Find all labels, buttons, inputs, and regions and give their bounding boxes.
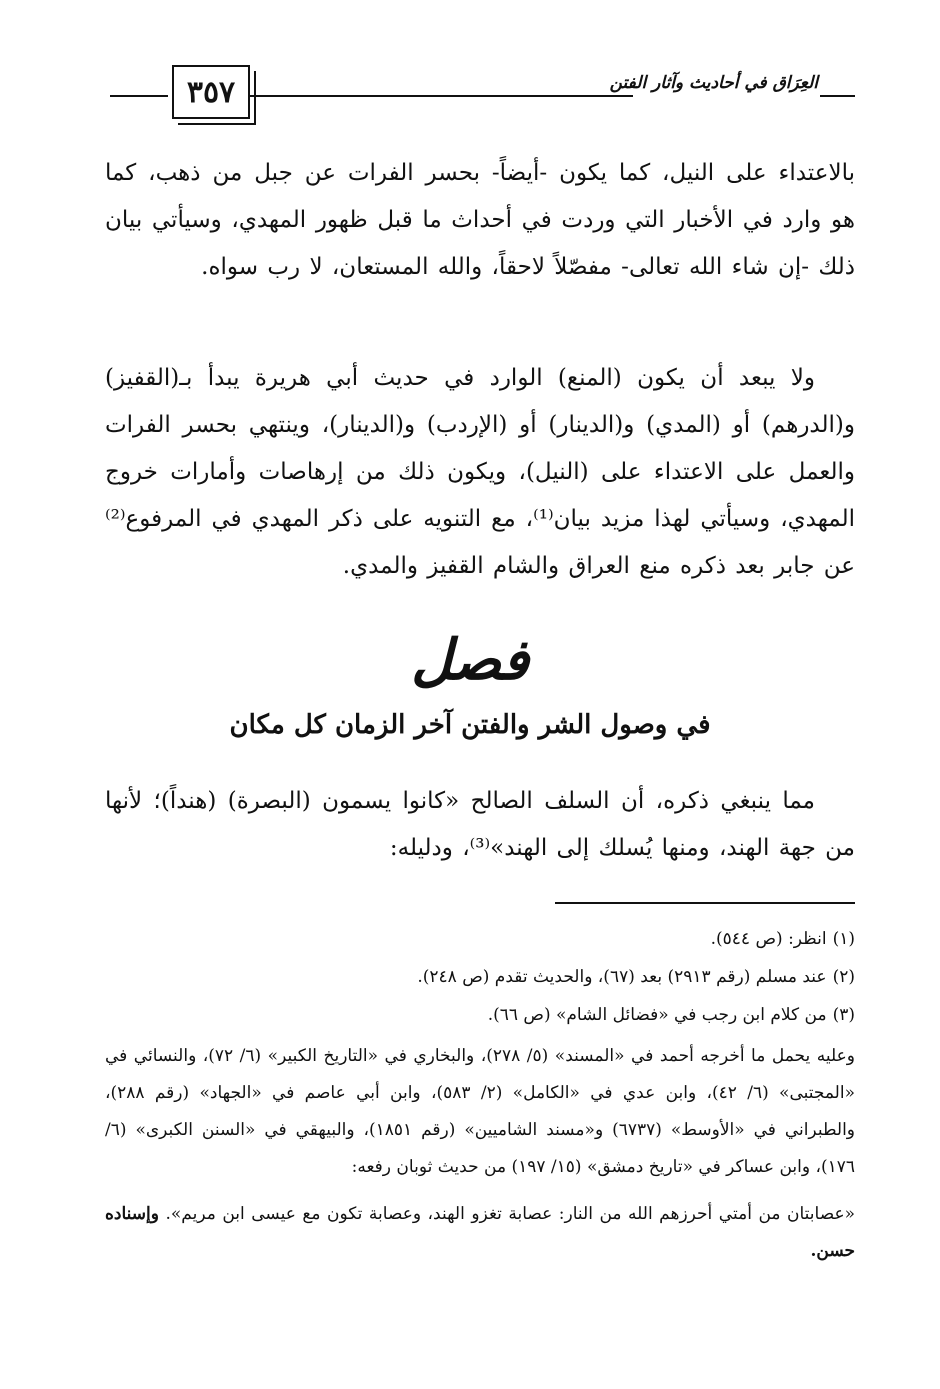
page-number: ٣٥٧ [172,65,250,119]
footnotes [105,920,855,1270]
running-book-title: العِرَاق في أحاديث وآثار الفتن [609,73,818,93]
footnote-number: (٢) [832,967,855,987]
footnote-1 [105,920,855,958]
hadith-text: «عصابتان من أمتي أحرزهم الله من النار: عصابة تغزو الهند، وعصابة تكون مع عيسى ابن مريم». [165,1204,855,1224]
header-rule-left [110,95,168,97]
paragraph-1: بالاعتداء على النيل، كما يكون -أيضاً- بحسر الفرات عن جبل من ذهب، كما هو وارد في الأخبار التي وردت في أحداث ما قبل ظهور المهدي، وسيأتي بيان ذلك -إن شاء الله تعالى- مفصّلاً لاحقاً، والله المستعان، لا رب سواه. [105,160,855,280]
footnote-3-continuation: وعليه يحمل ما أخرجه أحمد في «المسند» (٥/ ٢٧٨)، والبخاري في «التاريخ الكبير» (٦/ ٧٢)، والنسائي في «المجتبى» (٦/ ٤٢)، وابن عدي في «الكامل» (٢/ ٥٨٣)، وابن أبي عاصم في «الجهاد» (رقم ٢٨٨)، والطبراني في «الأوسط» (٦٧٣٧) و«مسند الشاميين» (رقم ١٨٥١)، والبيهقي في «السنن الكبرى» (٦/ ١٧٦)، وابن عساكر في «تاريخ دمشق» (١٥/ ١٩٧) من حديث ثوبان رفعه: [105,1046,856,1177]
section-heading: فصل [411,627,529,693]
section-title: في وصول الشر والفتن آخر الزمان كل مكان [229,710,711,740]
header-rule-middle [248,95,633,97]
page-header [110,55,855,125]
paragraph-3: مما ينبغي ذكره، أن السلف الصالح «كانوا يسمون (البصرة) (هنداً)؛ لأنها من جهة الهند، ومنها يُسلك إلى الهند»⁽³⁾، ودليله: [105,788,855,861]
paragraph-2: ولا يبعد أن يكون (المنع) الوارد في حديث أبي هريرة يبدأ بـ(القفيز) و(الدرهم) أو (المدي) و(الدينار) أو (الإردب) و(الدينار)، وينتهي بحسر الفرات والعمل على الاعتداء على (النيل)، ويكون ذلك من إرهاصات وأمارات خروج المهدي، وسيأتي لهذا مزيد بيان⁽¹⁾، مع التنويه على ذكر المهدي في المرفوع⁽²⁾ عن جابر بعد ذكره منع العراق والشام القفيز والمدي. [105,365,855,579]
footnote-text: انظر: (ص ٥٤٤). [710,929,827,949]
footnote-3 [105,996,855,1034]
footnote-text: من كلام ابن رجب في «فضائل الشام» (ص ٦٦). [487,1005,827,1025]
footnote-number: (١) [832,929,855,949]
header-rule-right [820,95,855,97]
footnote-text: عند مسلم (رقم ٢٩١٣) بعد (٦٧)، والحديث تقدم (ص ٢٤٨). [417,967,827,987]
footnote-2 [105,958,855,996]
footnote-separator [555,902,855,904]
footnote-number: (٣) [832,1005,855,1025]
hadith-grading: وإسناده حسن. [105,1204,855,1261]
footnote-hadith-quote [105,1196,855,1270]
